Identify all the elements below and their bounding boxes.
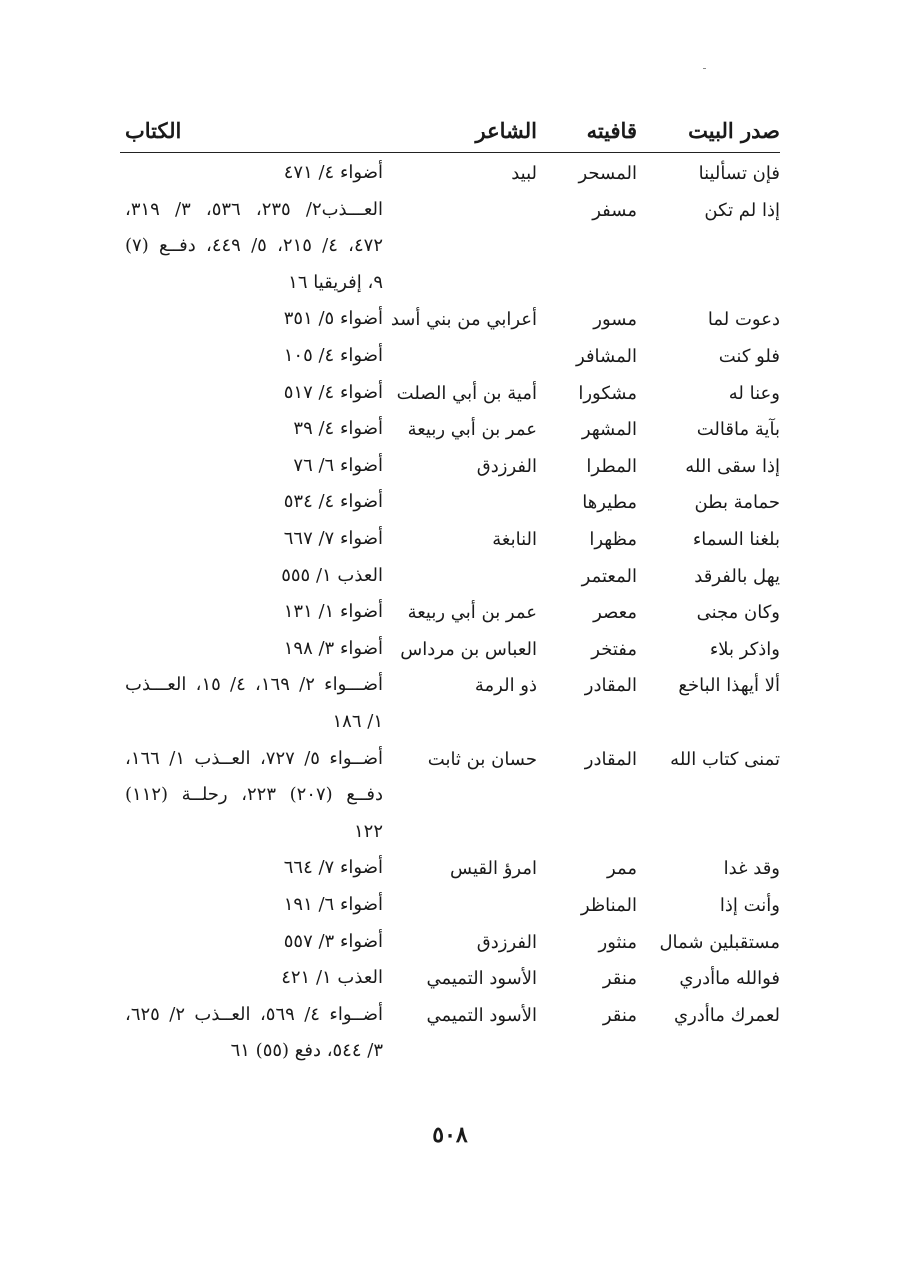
rhyme-cell: المشهر [581, 419, 637, 441]
verse-cell: وقد غدا [723, 858, 780, 880]
rhyme-cell: منقر [602, 1004, 637, 1026]
header-poet: الشاعر [475, 118, 537, 143]
table-row [120, 594, 780, 631]
book-reference-line: أضواء ٤/ ٥١٧ [283, 381, 383, 403]
book-reference-line: ٤٧٢، ٤/ ٢١٥، ٥/ ٤٤٩، دفــع (٧) [125, 235, 384, 257]
verse-cell: مستقبلين شمال [659, 931, 780, 953]
book-cell [125, 924, 383, 961]
book-reference-line: أضواء ٣/ ١٩٨ [283, 637, 383, 659]
table-row [120, 301, 780, 338]
book-cell [125, 301, 383, 338]
book-reference-line: أضــواء ٥/ ٧٢٧، العــذب ١/ ١٦٦، [125, 747, 383, 769]
table-row [120, 631, 780, 668]
book-cell [125, 887, 383, 924]
book-cell [125, 960, 383, 997]
book-reference-line: أضواء ٦/ ١٩١ [283, 893, 383, 915]
table-row [120, 924, 780, 961]
rhyme-cell: المسحر [578, 163, 637, 184]
verse-cell: وكان مجنى [696, 602, 780, 624]
rhyme-cell: مطيرها [582, 492, 637, 514]
rhyme-cell: منقر [602, 968, 637, 990]
poet-cell: امرؤ القيس [450, 858, 537, 880]
book-reference-line: ١/ ١٨٦ [332, 710, 383, 732]
rhyme-cell: ممر [607, 858, 637, 880]
book-cell [125, 375, 383, 412]
book-reference-line: ١٢٢ [353, 820, 383, 842]
rhyme-cell: المقادر [584, 675, 637, 697]
table-row [120, 448, 780, 485]
book-cell [125, 594, 383, 631]
header-book: الكتاب [125, 118, 182, 143]
verse-cell: واذكر بلاء [709, 638, 780, 660]
page-number: ٥٠٨ [432, 1122, 468, 1148]
rhyme-cell: المشافر [576, 345, 637, 367]
poet-cell: حسان بن ثابت [427, 748, 537, 770]
book-cell [125, 521, 383, 558]
rhyme-cell: منثور [598, 931, 637, 953]
poet-cell: عمر بن أبي ربيعة [407, 602, 537, 624]
poet-cell: عمر بن أبي ربيعة [407, 419, 537, 441]
book-cell [125, 997, 383, 1070]
book-cell [125, 484, 383, 521]
poet-cell: الأسود التميمي [426, 1004, 537, 1026]
index-table [120, 112, 780, 1070]
book-reference-line: دفــع (٢٠٧) ٢٢٣، رحلــة (١١٢) [125, 784, 383, 806]
poet-cell: أمية بن أبي الصلت [396, 382, 537, 404]
verse-cell: يهل بالفرقد [694, 565, 780, 587]
verse-cell: لعمرك ماأدري [674, 1004, 780, 1026]
book-cell [125, 338, 383, 375]
verse-cell: إذا سقى الله [685, 455, 780, 477]
book-reference-line: أضواء ٤/ ٤٧١ [283, 162, 383, 183]
book-cell [125, 411, 383, 448]
table-row [120, 192, 780, 302]
poet-cell: ذو الرمة [474, 675, 537, 697]
table-row [120, 741, 780, 851]
poet-cell: الأسود التميمي [426, 968, 537, 990]
table-body [120, 155, 780, 1070]
verse-cell: دعوت لما [707, 309, 780, 331]
book-cell [125, 192, 383, 302]
book-reference-line: أضــواء ٤/ ٥٦٩، العــذب ٢/ ٦٢٥، [125, 1003, 383, 1025]
rhyme-cell: مسور [593, 309, 637, 331]
book-reference-line: العـــذب٢/ ٢٣٥، ٥٣٦، ٣/ ٣١٩، [125, 198, 383, 220]
table-row [120, 411, 780, 448]
book-reference-line: أضـــواء ٢/ ١٦٩، ٤/ ١٥، العـــذب [125, 674, 383, 696]
header-verse: صدر البيت [688, 118, 780, 143]
rhyme-cell: مفتخر [591, 638, 637, 660]
verse-cell: وعنا له [728, 382, 780, 404]
verse-cell: بآية ماقالت [696, 419, 780, 441]
verse-cell: فلو كنت [718, 345, 780, 367]
verse-cell: بلغنا السماء [692, 528, 780, 550]
table-row [120, 850, 780, 887]
verse-cell: فوالله ماأدري [679, 968, 780, 990]
verse-cell: فإن تسألينا [698, 163, 780, 184]
verse-cell: حمامة بطن [694, 492, 780, 514]
rhyme-cell: المعتمر [581, 565, 637, 587]
table-row [120, 375, 780, 412]
table-row [120, 887, 780, 924]
poet-cell: الفرزدق [476, 455, 537, 477]
book-reference-line: أضواء ٧/ ٦٦٤ [283, 857, 383, 879]
verse-cell: ألا أيهذا الباخع [678, 675, 780, 697]
book-reference-line: أضواء ٣/ ٥٥٧ [283, 930, 383, 952]
book-reference-line: العذب ١/ ٥٥٥ [281, 564, 383, 586]
book-reference-line: أضواء ٤/ ١٠٥ [283, 344, 383, 366]
poet-cell: النابغة [492, 528, 537, 550]
rhyme-cell: المناظر [580, 894, 637, 916]
book-reference-line: أضواء ٤/ ٣٩ [293, 418, 383, 440]
table-row [120, 960, 780, 997]
book-cell [125, 741, 383, 851]
book-cell [125, 631, 383, 668]
rhyme-cell: مسفر [592, 199, 637, 221]
book-cell [125, 558, 383, 595]
header-rhyme: قافيته [586, 118, 637, 143]
table-row [120, 521, 780, 558]
book-reference-line: العذب ١/ ٤٢١ [281, 967, 383, 989]
rhyme-cell: المقادر [584, 748, 637, 770]
scan-mark [703, 68, 706, 69]
book-reference-line: أضواء ٥/ ٣٥١ [283, 308, 383, 330]
poet-cell: أعرابي من بني أسد [390, 309, 537, 331]
rhyme-cell: مشكورا [578, 382, 637, 404]
verse-cell: تمنى كتاب الله [670, 748, 780, 770]
book-reference-line: أضواء ٧/ ٦٦٧ [283, 527, 383, 549]
poet-cell: الفرزدق [476, 931, 537, 953]
book-reference-line: أضواء ١/ ١٣١ [283, 601, 383, 623]
table-row [120, 558, 780, 595]
rhyme-cell: المطرا [586, 455, 637, 477]
book-cell [125, 155, 383, 192]
book-reference-line: ٣/ ٥٤٤، دفع (٥٥) ٦١ [230, 1040, 383, 1062]
table-row [120, 338, 780, 375]
poet-cell: العباس بن مرداس [400, 638, 537, 660]
verse-cell: إذا لم تكن [704, 199, 780, 221]
book-reference-line: ٩، إفريقيا ١٦ [288, 271, 383, 293]
table-header [120, 112, 780, 153]
rhyme-cell: معصر [593, 602, 637, 624]
table-row [120, 667, 780, 740]
verse-cell: وأنت إذا [719, 894, 780, 916]
book-reference-line: أضواء ٦/ ٧٦ [293, 454, 383, 476]
table-row [120, 484, 780, 521]
table-row [120, 155, 780, 192]
rhyme-cell: مظهرا [589, 528, 637, 550]
table-row [120, 997, 780, 1070]
book-cell [125, 448, 383, 485]
book-cell [125, 667, 383, 740]
poet-cell: لبيد [511, 163, 537, 184]
book-cell [125, 850, 383, 887]
book-reference-line: أضواء ٤/ ٥٣٤ [283, 491, 383, 513]
